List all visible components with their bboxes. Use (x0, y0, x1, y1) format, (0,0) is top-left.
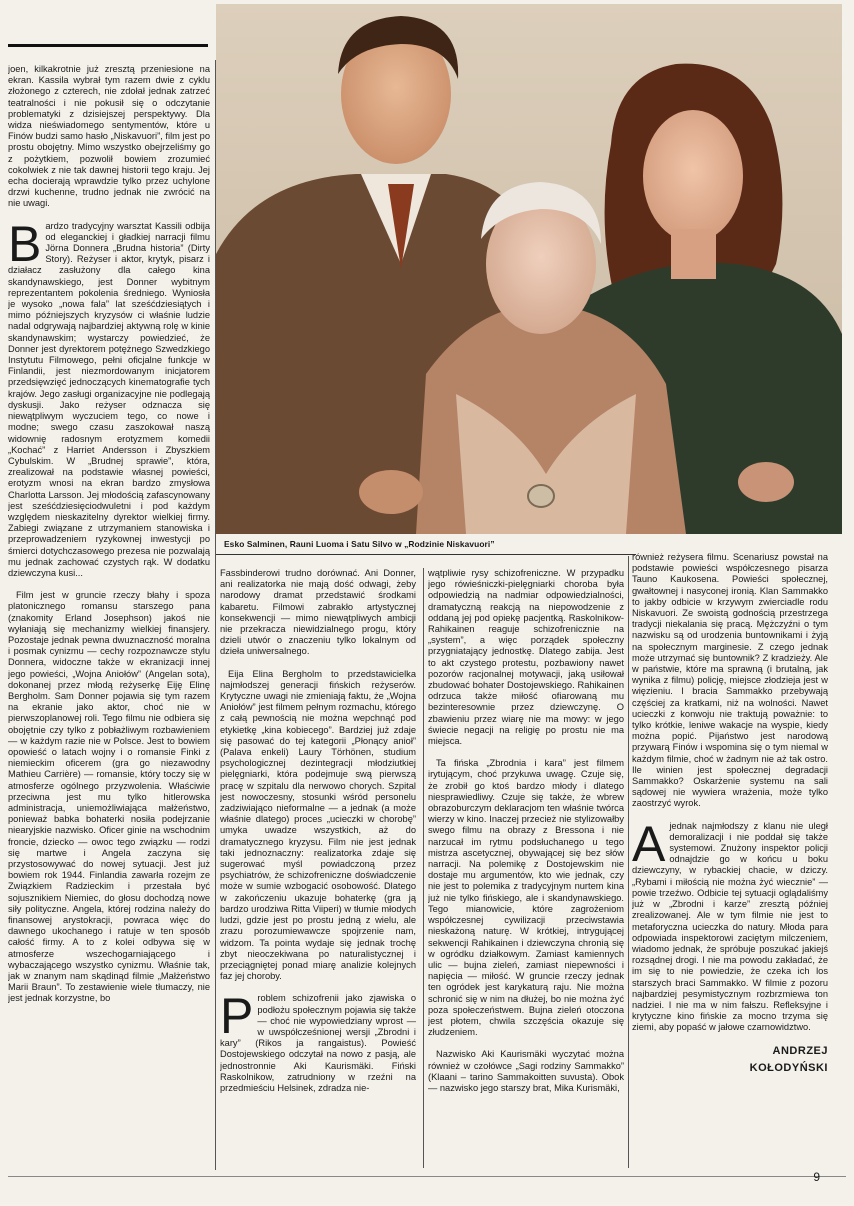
paragraph-text: jednak najmłodszy z klanu nie uległ demoralizacji i nie poddał się także systemowi. Znużony inspektor policji odnajdzie go w końcu u boku dziewczyny, w rybackiej chacie, w dziczy. „Rybami i miłością nie można żyć wiecznie” — powie trzeźwo. Odbicie tej sytuacji oglądaliśmy już w „Zbrodni i karze” zresztą później zrealizowanej. Ale w tym filmie nie jest to metaforyczna ucieczka do natury. Młoda para odpowiada inspektorowi zaciętym milczeniem, wiadomo jednak, że spróbuje poszukać jakiejś rozsądnej drogi. I nie ma powodu zakładać, że im się to nie powiedzie, że czeka ich los starszych braci Sammakko. W filmie z pozoru najbardziej pesymistycznym rozbrzmiewa ton nadziei. I nie ma w nim fałszu. Refleksyjne i krytyczne kino fińskie za mocno trzyma się ziemi, aby popaść w jałowe czarnowidztwo. (632, 820, 828, 1033)
page-number: 9 (813, 1170, 820, 1184)
column-rule-1 (215, 60, 216, 1170)
paragraph: również reżysera filmu. Scenariusz powstał na podstawie powieści współczesnego pisarza Tauno Kaukosena. Powieści społecznej, gwałtownej i nasyconej ironią. Klan Sammakko to jakby odbicie w krzywym zwierciadle rodu Niskavuori. Ze swoistą godnością przestrzega tradycji niekalania się pracą. Mężczyźni o tym nazwisku są od urodzenia buntownikami i żyją na społecznym marginesie. Z czego jednak może utrzymać się buntownik? Z kradzieży. Ale w państwie, które ma sprawną (i brutalną, jak wynika z filmu) policję, miejsce złodzieja jest w więzieniu. I bracia Sammakko przebywają częściej za kratkami, niż na wolności. Nawet ucieczki z konwoju nie traktują poważnie: to tylko krótkie, leniwe wakacje na wyspie, kiedy można popić. Pijaństwo jest narodową przywarą Finów i wspomina się o tym niemal w każdym filmie, choć w żadnym nie aż tak ostro. Ile winien jest społecznej degradacji Sammakko? Oskarżenie systemu na sali sądowej nie wywiera wrażenia, może tylko zaostrzyć wyrok. (632, 552, 828, 809)
paragraph: wątpliwie rysy schizofreniczne. W przypadku jego rówieśniczki-pielęgniarki choroba była odpowiedzią na nadmiar odpowiedzialności, dramatyczną reakcją na niepowodzenie z oddaną jej pod opiekę pacjentką. Raskolnikow-Rahikainen reaguje schizofrenicznie na „system”, a więc porządek społeczny przygniatający jednostkę. Dlatego zabija. Jest to akt czystego protestu, pozbawiony nawet pozorów racjonalnej motywacji, jaką usiłował zbudować bohater Dostojewskiego. Rahikainen odrzuca także miłość ofiarowaną mu bezinteresownie przez dziewczynę. O zbawieniu przez wiarę nie ma mowy: w jego świecie negacji na religię po prostu nie ma miejsca. (428, 568, 624, 747)
photo-caption: Esko Salminen, Rauni Luoma i Satu Silvo w „Rodzinie Niskavuori” (224, 539, 495, 549)
paragraph-dropcap (8, 215, 210, 580)
paragraph-text: roblem schizofrenii jako zjawiska o podłożu społecznym pojawia się także — choć nie wypowiedziany wprost — w uwspółcześnionej wersji „Zbrodni i kary” (Rikos ja rangaistus). Powieść Dostojewskiego odczytał na nowo z pasją, ale jednostronnie Aki Kaurismäki. Fiński Raskolnikow, zatrudniony w rzeźni na przedmieściu Helsinek, zdradza nie- (220, 993, 416, 1093)
bottom-rule (8, 1176, 846, 1177)
caption-rule (216, 554, 636, 555)
column-rule-3 (628, 556, 629, 1168)
drop-cap: B (8, 215, 42, 272)
paragraph: Fassbinderowi trudno dorównać. Ani Donner, ani realizatorka nie mają dość odwagi, żeby narodowy dramat przedstawić środkami kabaretu. Filmowi zabrakło artystycznej konsekwencji — mimo niewątpliwych ambicji nie przekracza niewidzialnego progu, który dzieli utwór o znaczeniu tylko lokalnym od dzieła uniwersalnego. (220, 568, 416, 657)
paragraph: Eija Elina Bergholm to przedstawicielka najmłodszej generacji fińskich reżyserów. Krytyczne uwagi nie zmieniają faktu, że „Wojna Aniołów” jest filmem pełnym rozmachu, którego z całą pewnością nie można wepchnąć pod etykietkę „kina kobiecego”. Bardziej już zdaje się pasować do tej kategorii „Płonący anioł” (Palava enkeli) Laury Törhönen, studium psychologicznej dezintegracji młodziutkiej pielęgniarki, która podejmuje swą pierwszą pracę w szpitalu dla nerwowo chorych. Szpital jest nowoczesny, stosunki wśród personelu zadziwiająco nieformalne — a jednak (a może właśnie dlatego) proces „ucieczki w chorobę” umyka uwadze wszystkich, aż do dramatycznego kryzysu. Film nie jest jednak taki jednoznaczny: realizatorka zdaje się sugerować myśl powiadczoną przez psychiatrów, że schizofreniczne doświadczenie może w sumie wzbogacić osobowość. Dlatego w zakończeniu ukazuje bohaterkę (gra ją bardzo urodziwa Ritta Viiperi) w tłumie młodych ludzi, gdzie jest po prostu jedną z wielu, ale zrazu porozumiewawcze spojrzenie nam, widzom. Ta pointa wydaje się jednak trochę zbyt nieoczekiwana po naturalistycznej i przeciągniętej ponad miarę analizie kolejnych faz jej choroby. (220, 668, 416, 982)
drop-cap: A (632, 815, 666, 872)
article-column-1 (8, 64, 210, 1174)
paragraph: joen, kilkakrotnie już zresztą przeniesione na ekran. Kassila wybrał tym razem dwie z cyklu złożonego z czterech, nie zdołał jednak zatrzeć teatralności i nie pokusił się o odczytanie problematyki z dzisiejszej perspektywy. Dla widza nieświadomego sentymentów, które u Finów budzi samo hasło „Niskavuori”, film jest po prostu obojętny. Mimo wszystko obejrzeliśmy go z pożytkiem, pozwolił bowiem zrozumieć cokolwiek z nie tak dawnej historii tego kraju. Jej echa docierają wprawdzie tylko przez uchylone drzwi kuchenne, trudno jednak nie zwrócić na nie uwagi. (8, 64, 210, 209)
article-column-2 (220, 568, 416, 1168)
paragraph-dropcap (220, 988, 416, 1094)
article-column-3 (428, 568, 624, 1166)
drop-cap: P (220, 988, 254, 1045)
article-column-4 (632, 552, 828, 1167)
paragraph: Film jest w gruncie rzeczy błahy i spoza platonicznego romansu starszego pana (znakomity Erland Josephson) jakoś nie wyłaniają się mechanizmy wielkiej finansjery. Pozostaje jednak pewna dwuznaczność moralna i posmak cynizmu — cechy rozpoznawcze stylu Donnera, widoczne także w ekranizacji innej jego powieści, „Wojna Aniołów” (Angelan sota), dokonanej przez młodą reżyserkę Eiję Elinę Bergholm. Sam Donner pojawia się tym razem na ekranie jako aktor, choć nie w pierwszoplanowej roli. Tego filmu nie odbiera się obojętnie czy tylko z pobłażliwym rozbawieniem — w każdym razie nie w Polsce. Jest to bowiem opowieść o latach wojny i o romansie Finki z niemieckim oficerem (gra go niezawodny Mathieu Carrière) — romansie, który toczy się w atmosferze ogólnego przyzwolenia. Właściwie przeciwna jest mu tylko hitlerowska administracja, uniemożliwiająca małżeństwo, ponieważ babka bohaterki nosiła podejrzanie niearyjskie nazwisko. Oficer ginie na wschodnim froncie, dziecko — owoc tego związku — rodzi się martwe i Angela zaczyna się przystosowywać do nowej sytuacji. Jest już bowiem rok 1944. Finlandia zawarła rozejm ze Związkiem Radzieckim i przestała być sojusznikiem Niemiec, do głosu dochodzą nowe siły polityczne. Angela, której rodzina należy do finansowej arystokracji, powraca więc do dawnego ukochanego i ratuje w ten sposób całość firmy. A to z kolei odbywa się w atmosferze wszechogarniającego i wybaczającego wszystko cynizmu. Właśnie tak, jak w znanym nam skądinąd filmie „Małżeństwo Marii Braun”. To zestawienie wiele tłumaczy, nie jest jednak korzystne, bo (8, 590, 210, 1004)
author-first-name: ANDRZEJ (772, 1044, 828, 1057)
paragraph-text: ardzo tradycyjny warsztat Kassili odbija od eleganckiej i gładkiej narracji filmu Jörna Donnera „Brudna historia” (Dirty Story). Reżyser i aktor, krytyk, pisarz i działacz zasłużony dla całego kina skandynawskiego, jest Donner wybitnym reprezentantem pokolenia średniego. Wyniosła je wysoko „nowa fala” lat sześćdziesiątych i mimo późniejszych kryzysów ci właśnie ludzie nadal odgrywają najbardziej aktywną rolę w kinie skandynawskim; wystarczy powiedzieć, że Donner jest dyrektorem potężnego Szwedzkiego Instytutu Filmowego, pełni oficjalne funkcje w Finlandii, jest niezmordowanym inicjatorem przedsięwzięć jednoczących kinematografie tych krajów. Jego zasługi organizacyjne nie podlegają dyskusji. Jako reżyser odznacza się niewątpliwym wyczuciem tego, co nowe i modne; swego czasu zaszokował naszą widownię radosnym erotyzmem komedii „Kochać” z Harriet Andersson i Zbyszkiem Cybulskim. W „Brudnej sprawie”, która, zrealizował na podstawie własnej powieści, erotyzm wnosi na ekran bardzo zmysłowa Charlotta Larsson. Jej młodością zafascynowany jest sześćdziesięciodwuletni i pod każdym względem nieskazitelny dyrektor wielkiej firmy. Zabiegi związane z utrzymaniem stanowiska i przeprowadzeniem ryzykownej inwestycji po śmierci dotychczasowego prezesa nie pozwalają mu jednak zachować czystych rąk. W dodatku dziewczyna kusi... (8, 220, 210, 578)
author-last-name: KOŁODYŃSKI (749, 1061, 828, 1074)
film-still-photo (216, 4, 842, 534)
column-rule-2 (423, 568, 424, 1168)
photo-illustration (216, 4, 842, 534)
paragraph-dropcap (632, 815, 828, 1034)
paragraph: Nazwisko Aki Kaurismäki wyczytać można również w czołówce „Sagi rodziny Sammakko” (Klaani – tarino Sammakoitten suvusta). Obok — nazwisko jego starszy brat, Mika Kurismäki, (428, 1049, 624, 1093)
paragraph: Ta fińska „Zbrodnia i kara” jest filmem irytującym, choć przykuwa uwagę. Czuje się, że zrobił go ktoś bardzo młody i dlatego niesprawiedliwy. Czuje się także, że wbrew obrazoburczym deklaracjom ten właśnie twórca wierzy w kino. Inaczej przecież nie stylizowałby swego filmu na obrazy z Bressona i nie narzucał im rytmu podsłuchanego u tego mistrza ascetycznej, obywającej się bez słów narracji. Na polemikę z Dostojewskim nie dostaje mu argumentów, kto wie jednak, czy nie jest to polemika z tradycyjnym nurtem kina już nie tylko fińskiego, ale i skandynawskiego. Tego mianowicie, które zagrożeniom współczesnej cywilizacji przeciwstawia nieskażoną naturę. W krótkiej, intrygującej sekwencji Rahikainen i dziewczyna chronią się w ogródku działkowym. Zamiast kamiennych ulic — bujna zieleń, zamiast niepewności i napięcia — miłość. W gruncie rzeczy jednak ten ogródek jest karykaturą raju. Nie można schronić się w nim na dłużej, bo nie można żyć poza społeczeństwem. Bujna zieleń otoczona jest płotem, chwila szczęścia okazuje się złudzeniem. (428, 758, 624, 1038)
top-rule (8, 44, 208, 47)
